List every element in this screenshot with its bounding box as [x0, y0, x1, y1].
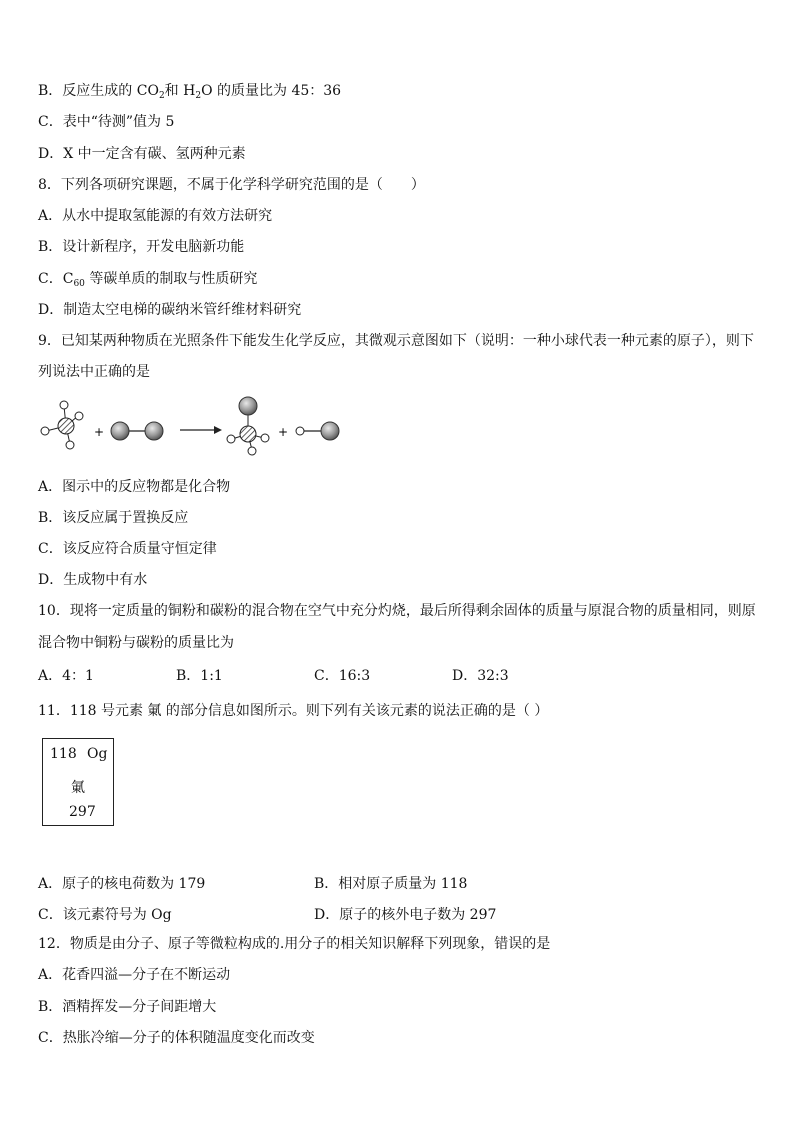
q10-option-b: B．1:1: [176, 668, 223, 684]
plus-sign-1: +: [94, 425, 105, 439]
q10-stem-line2: 混合物中铜粉与碳粉的质量比为: [38, 635, 234, 651]
q9-stem-line1: 9．已知某两种物质在光照条件下能发生化学反应，其微观示意图如下（说明：一种小球代表一种元素的原子），则下: [38, 333, 754, 349]
q7-option-d: D．X 中一定含有碳、氢两种元素: [38, 146, 246, 162]
q7b-text-pre: B．反应生成的 CO: [38, 83, 159, 99]
q12-option-c: C．热胀冷缩—分子的体积随温度变化而改变: [38, 1030, 315, 1046]
q12-option-a: A．花香四溢—分子在不断运动: [38, 967, 231, 983]
q11-option-c: C．该元素符号为 Og: [38, 907, 172, 923]
q11-option-a: A．原子的核电荷数为 179: [38, 876, 206, 892]
q7b-text-post: O 的质量比为 45：36: [201, 83, 342, 99]
q8c-subscript: 60: [73, 279, 85, 289]
q10-option-c: C．16:3: [314, 668, 371, 684]
element-atomic-number: 118: [50, 746, 77, 762]
q9-option-b: B．该反应属于置换反应: [38, 510, 189, 526]
q8c-text-pre: C．C: [38, 271, 74, 287]
q8-option-d: D．制造太空电梯的碳纳米管纤维材料研究: [38, 302, 302, 318]
reactant-methane-molecule: [41, 401, 83, 449]
q10-option-d: D．32:3: [452, 668, 509, 684]
reaction-arrow-icon: [180, 426, 222, 434]
q8-option-a: A．从水中提取氢能源的有效方法研究: [38, 208, 273, 224]
q7-option-c: C．表中“待测”值为 5: [38, 114, 175, 130]
q7-option-b: [38, 82, 341, 105]
q11-option-d: D．原子的核外电子数为 297: [314, 907, 497, 923]
q8-option-b: B．设计新程序，开发电脑新功能: [38, 239, 245, 255]
q11-element-glyph: 氭: [147, 703, 162, 719]
q7b-subscript-1: 2: [158, 91, 165, 101]
q7b-subscript-2: 2: [195, 91, 202, 101]
q8c-text-post: 等碳单质的制取与性质研究: [84, 271, 258, 287]
q9-option-a: A．图示中的反应物都是化合物: [38, 479, 231, 495]
q9-option-d: D．生成物中有水: [38, 572, 148, 588]
reactant-chlorine-molecule: [111, 422, 163, 440]
q9-stem-line2: 列说法中正确的是: [38, 364, 150, 380]
element-symbol: Og: [87, 746, 108, 762]
product-chloromethane-molecule: [227, 397, 269, 455]
q7b-text-mid: 和 H: [164, 83, 196, 99]
q8-option-c: [38, 270, 257, 293]
plus-sign-2: +: [278, 425, 289, 439]
q8-stem: 8．下列各项研究课题，不属于化学科学研究范围的是（ ）: [38, 177, 425, 193]
q11-stem: [38, 702, 548, 720]
q11-text-pre: 11．118 号元素: [38, 703, 143, 719]
q11-option-b: B．相对原子质量为 118: [314, 876, 468, 892]
product-hcl-molecule: [296, 422, 339, 440]
q9-option-c: C．该反应符合质量守恒定律: [38, 541, 217, 557]
q10-option-a: A．4：1: [38, 668, 94, 684]
element-atomic-mass: 297: [69, 804, 96, 820]
element-name-glyph: 氭: [71, 780, 85, 796]
element-card: [42, 738, 114, 826]
q10-stem-line1: 10．现将一定质量的铜粉和碳粉的混合物在空气中充分灼烧，最后所得剩余固体的质量与原混合物的质量相同，则原: [38, 603, 756, 619]
q12-option-b: B．酒精挥发—分子间距增大: [38, 999, 217, 1015]
reaction-diagram: [38, 392, 358, 462]
q12-stem: 12．物质是由分子、原子等微粒构成的.用分子的相关知识解释下列现象，错误的是: [38, 936, 551, 952]
q11-text-post: 的部分信息如图所示。则下列有关该元素的说法正确的是（ ）: [165, 703, 549, 719]
